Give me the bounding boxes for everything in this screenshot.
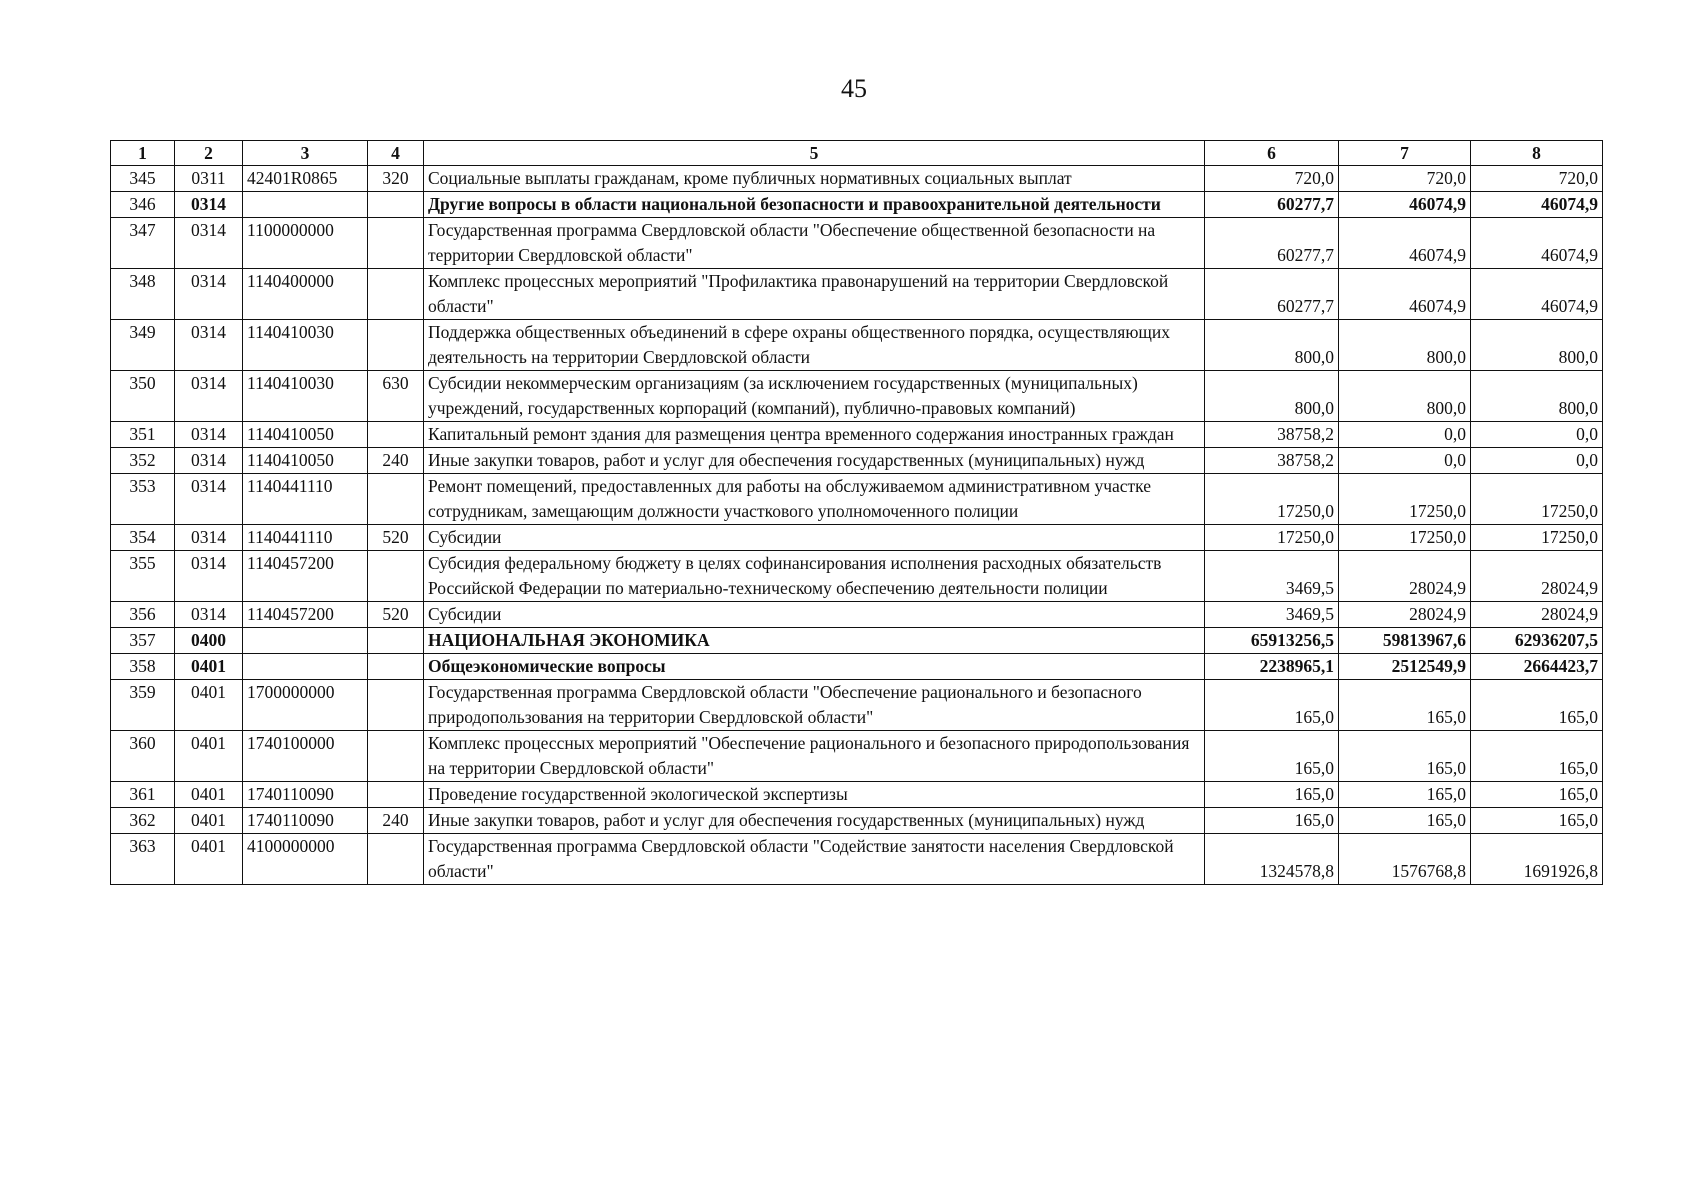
amount-col8-cell: 165,0 [1471,782,1603,808]
table-row [111,166,1603,192]
amount-col8-cell: 62936207,5 [1471,628,1603,654]
row-number-cell: 363 [111,834,175,885]
section-code-cell: 0401 [175,808,243,834]
column-header: 5 [424,141,1205,166]
column-header: 6 [1205,141,1339,166]
expense-type-cell [368,680,424,731]
item-name-cell: Субсидии [424,602,1205,628]
table-header-row [111,141,1603,166]
amount-col7-cell: 2512549,9 [1339,654,1471,680]
amount-col6-cell: 60277,7 [1205,192,1339,218]
budget-table [110,140,1603,885]
column-header: 3 [243,141,368,166]
section-code-cell: 0314 [175,525,243,551]
amount-col7-cell: 28024,9 [1339,551,1471,602]
section-code-cell: 0314 [175,602,243,628]
row-number-cell: 347 [111,218,175,269]
expense-type-cell [368,654,424,680]
item-name-cell: Капитальный ремонт здания для размещения центра временного содержания иностранных граждан [424,422,1205,448]
target-code-cell: 1140400000 [243,269,368,320]
amount-col6-cell: 165,0 [1205,680,1339,731]
amount-col7-cell: 165,0 [1339,782,1471,808]
row-number-cell: 350 [111,371,175,422]
amount-col8-cell: 46074,9 [1471,218,1603,269]
section-code-cell: 0314 [175,422,243,448]
amount-col7-cell: 17250,0 [1339,525,1471,551]
row-number-cell: 349 [111,320,175,371]
amount-col7-cell: 46074,9 [1339,269,1471,320]
section-code-cell: 0314 [175,269,243,320]
expense-type-cell [368,192,424,218]
target-code-cell: 1140441110 [243,525,368,551]
row-number-cell: 356 [111,602,175,628]
column-header: 7 [1339,141,1471,166]
amount-col8-cell: 800,0 [1471,371,1603,422]
section-code-cell: 0400 [175,628,243,654]
amount-col7-cell: 28024,9 [1339,602,1471,628]
amount-col6-cell: 165,0 [1205,782,1339,808]
row-number-cell: 362 [111,808,175,834]
expense-type-cell: 240 [368,808,424,834]
amount-col8-cell: 800,0 [1471,320,1603,371]
row-number-cell: 358 [111,654,175,680]
item-name-cell: Поддержка общественных объединений в сфере охраны общественного порядка, осуществляющих деятельность на территории Свердловской области [424,320,1205,371]
target-code-cell: 1140410030 [243,371,368,422]
amount-col6-cell: 60277,7 [1205,269,1339,320]
section-code-cell: 0401 [175,654,243,680]
amount-col8-cell: 165,0 [1471,808,1603,834]
table-row [111,218,1603,269]
item-name-cell: Ремонт помещений, предоставленных для работы на обслуживаемом административном участке сотрудникам, замещающим должности участкового уполномоченного полиции [424,474,1205,525]
amount-col6-cell: 65913256,5 [1205,628,1339,654]
table-row [111,680,1603,731]
item-name-cell: Иные закупки товаров, работ и услуг для обеспечения государственных (муниципальных) нужд [424,808,1205,834]
target-code-cell: 1140441110 [243,474,368,525]
target-code-cell: 1740110090 [243,808,368,834]
target-code-cell: 1140410050 [243,448,368,474]
table-row [111,422,1603,448]
target-code-cell: 1700000000 [243,680,368,731]
section-code-cell: 0401 [175,731,243,782]
table-row [111,808,1603,834]
item-name-cell: Субсидии некоммерческим организациям (за исключением государственных (муниципальных) учреждений, государственных корпораций (компаний), публично-правовых компаний) [424,371,1205,422]
amount-col7-cell: 165,0 [1339,808,1471,834]
section-code-cell: 0314 [175,551,243,602]
row-number-cell: 345 [111,166,175,192]
amount-col8-cell: 17250,0 [1471,525,1603,551]
row-number-cell: 348 [111,269,175,320]
amount-col8-cell: 46074,9 [1471,192,1603,218]
item-name-cell: Государственная программа Свердловской области "Обеспечение рационального и безопасного природопользования на территории Свердловской области" [424,680,1205,731]
row-number-cell: 357 [111,628,175,654]
expense-type-cell: 320 [368,166,424,192]
amount-col6-cell: 720,0 [1205,166,1339,192]
table-row [111,602,1603,628]
column-header: 2 [175,141,243,166]
amount-col6-cell: 17250,0 [1205,474,1339,525]
expense-type-cell [368,731,424,782]
item-name-cell: Другие вопросы в области национальной безопасности и правоохранительной деятельности [424,192,1205,218]
target-code-cell [243,192,368,218]
table-row [111,551,1603,602]
target-code-cell: 1740100000 [243,731,368,782]
section-code-cell: 0401 [175,782,243,808]
amount-col6-cell: 17250,0 [1205,525,1339,551]
amount-col6-cell: 38758,2 [1205,448,1339,474]
amount-col8-cell: 1691926,8 [1471,834,1603,885]
item-name-cell: Социальные выплаты гражданам, кроме публичных нормативных социальных выплат [424,166,1205,192]
target-code-cell: 1140457200 [243,551,368,602]
section-code-cell: 0314 [175,371,243,422]
amount-col6-cell: 1324578,8 [1205,834,1339,885]
table-row [111,731,1603,782]
amount-col7-cell: 59813967,6 [1339,628,1471,654]
target-code-cell: 1140410050 [243,422,368,448]
expense-type-cell [368,551,424,602]
section-code-cell: 0314 [175,218,243,269]
item-name-cell: Комплекс процессных мероприятий "Профилактика правонарушений на территории Свердловской области" [424,269,1205,320]
item-name-cell: Субсидия федеральному бюджету в целях софинансирования исполнения расходных обязательств Российской Федерации по материально-техническому обеспечению деятельности полиции [424,551,1205,602]
section-code-cell: 0314 [175,448,243,474]
item-name-cell: Субсидии [424,525,1205,551]
row-number-cell: 354 [111,525,175,551]
amount-col8-cell: 165,0 [1471,680,1603,731]
item-name-cell: Комплекс процессных мероприятий "Обеспечение рационального и безопасного природопользования на территории Свердловской области" [424,731,1205,782]
row-number-cell: 359 [111,680,175,731]
target-code-cell: 4100000000 [243,834,368,885]
row-number-cell: 346 [111,192,175,218]
amount-col6-cell: 3469,5 [1205,602,1339,628]
amount-col6-cell: 2238965,1 [1205,654,1339,680]
expense-type-cell [368,422,424,448]
target-code-cell: 1740110090 [243,782,368,808]
section-code-cell: 0401 [175,680,243,731]
expense-type-cell: 630 [368,371,424,422]
section-code-cell: 0314 [175,474,243,525]
table-row [111,448,1603,474]
amount-col8-cell: 46074,9 [1471,269,1603,320]
item-name-cell: Государственная программа Свердловской области "Обеспечение общественной безопасности на территории Свердловской области" [424,218,1205,269]
amount-col6-cell: 800,0 [1205,371,1339,422]
table-row [111,320,1603,371]
item-name-cell: Государственная программа Свердловской области "Содействие занятости населения Свердловской области" [424,834,1205,885]
table-row [111,371,1603,422]
table-row [111,654,1603,680]
table-body [111,166,1603,885]
expense-type-cell [368,218,424,269]
column-header: 1 [111,141,175,166]
section-code-cell: 0401 [175,834,243,885]
section-code-cell: 0311 [175,166,243,192]
amount-col8-cell: 165,0 [1471,731,1603,782]
amount-col7-cell: 165,0 [1339,680,1471,731]
amount-col8-cell: 28024,9 [1471,551,1603,602]
table-row [111,628,1603,654]
row-number-cell: 360 [111,731,175,782]
expense-type-cell [368,269,424,320]
table-row [111,782,1603,808]
column-header: 8 [1471,141,1603,166]
expense-type-cell: 240 [368,448,424,474]
row-number-cell: 351 [111,422,175,448]
item-name-cell: Общеэкономические вопросы [424,654,1205,680]
amount-col8-cell: 28024,9 [1471,602,1603,628]
expense-type-cell [368,782,424,808]
amount-col8-cell: 2664423,7 [1471,654,1603,680]
amount-col7-cell: 46074,9 [1339,192,1471,218]
column-header: 4 [368,141,424,166]
table-row [111,474,1603,525]
expense-type-cell: 520 [368,525,424,551]
amount-col8-cell: 0,0 [1471,422,1603,448]
page-number: 45 [841,74,867,103]
table-row [111,525,1603,551]
item-name-cell: Проведение государственной экологической экспертизы [424,782,1205,808]
target-code-cell [243,628,368,654]
amount-col7-cell: 46074,9 [1339,218,1471,269]
target-code-cell [243,654,368,680]
amount-col7-cell: 720,0 [1339,166,1471,192]
table-row [111,269,1603,320]
target-code-cell: 1140457200 [243,602,368,628]
amount-col6-cell: 165,0 [1205,731,1339,782]
section-code-cell: 0314 [175,320,243,371]
amount-col6-cell: 165,0 [1205,808,1339,834]
amount-col7-cell: 1576768,8 [1339,834,1471,885]
amount-col7-cell: 800,0 [1339,371,1471,422]
amount-col8-cell: 720,0 [1471,166,1603,192]
expense-type-cell [368,474,424,525]
table-row [111,192,1603,218]
row-number-cell: 353 [111,474,175,525]
amount-col7-cell: 0,0 [1339,422,1471,448]
amount-col6-cell: 60277,7 [1205,218,1339,269]
target-code-cell: 42401R0865 [243,166,368,192]
amount-col7-cell: 0,0 [1339,448,1471,474]
amount-col6-cell: 38758,2 [1205,422,1339,448]
expense-type-cell: 520 [368,602,424,628]
expense-type-cell [368,628,424,654]
expense-type-cell [368,320,424,371]
amount-col7-cell: 165,0 [1339,731,1471,782]
section-code-cell: 0314 [175,192,243,218]
amount-col6-cell: 3469,5 [1205,551,1339,602]
row-number-cell: 355 [111,551,175,602]
amount-col8-cell: 17250,0 [1471,474,1603,525]
amount-col7-cell: 17250,0 [1339,474,1471,525]
amount-col6-cell: 800,0 [1205,320,1339,371]
item-name-cell: НАЦИОНАЛЬНАЯ ЭКОНОМИКА [424,628,1205,654]
amount-col7-cell: 800,0 [1339,320,1471,371]
table-row [111,834,1603,885]
expense-type-cell [368,834,424,885]
row-number-cell: 361 [111,782,175,808]
target-code-cell: 1140410030 [243,320,368,371]
target-code-cell: 1100000000 [243,218,368,269]
amount-col8-cell: 0,0 [1471,448,1603,474]
item-name-cell: Иные закупки товаров, работ и услуг для обеспечения государственных (муниципальных) нужд [424,448,1205,474]
row-number-cell: 352 [111,448,175,474]
